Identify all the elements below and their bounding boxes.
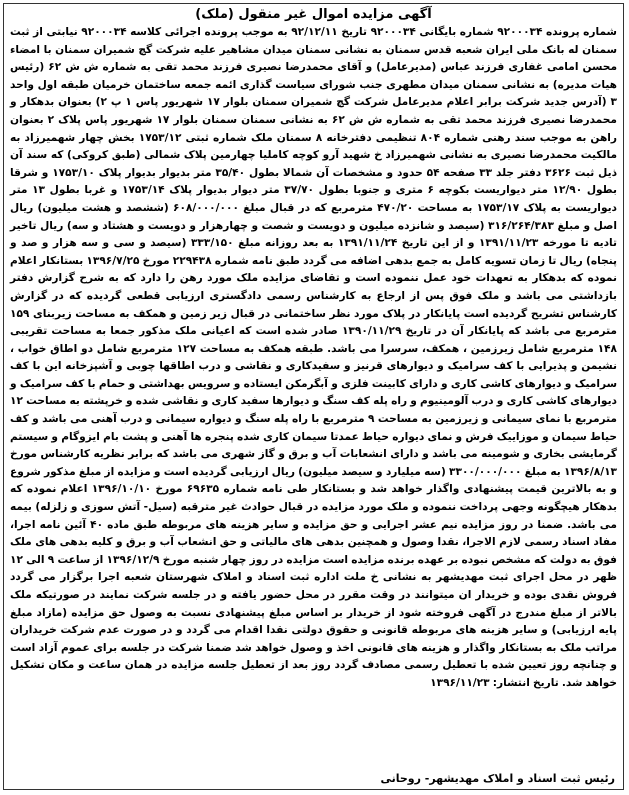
auction-notice <box>3 3 624 790</box>
notice-body: شماره پرونده ۹۲۰۰۰۳۴ شماره بایگانی ۹۲۰۰۰۳۴ تاریخ ۹۲/۱۲/۱۱ به موجب پرونده اجرائی کلاسه ۹۲۰۰۰۳۴ نیابتی از ثبت سمنان له بانک ملی ایران شعبه قدس سمنان به نشانی سمنان میدان مشاهیر علیه شرکت گچ شمیران سمنان با امضاء محسن امامی غفاری فرزند عباس (مدیرعامل) و آقای محمدرضا نصیری فرزند محمد تقی به شماره ش ش ۶۲ (رئیس هیات مدیره) به نشانی سمنان میدان مطهری جنب شورای سیاست گذاری ائمه جمعه ساختمان خرمیان طبقه اول واحد ۳ (آدرس جدید شرکت برابر اعلام مدیرعامل شرکت گچ شمیران سمنان بلوار ۱۷ شهریور پاس ۱ پ ۲) بعنوان بدهکار و محمدرضا نصیری فرزند محمد تقی به شماره ش ش ۶۲ به نشانی سمنان سمنان بلوار ۱۷ شهریور پاس پلاک ۲ بعنوان راهن به موجب سند رهنی شماره ۸۰۴ تنظیمی دفترخانه ۸ سمنان ملک شماره ثبتی ۱۷۵۳/۱۲ بخش چهار شهمیرزاد به مالکیت محمدرضا نصیری به نشانی شهمیرزاد خ شهید آرو کوچه کاملیا چهارمین پلاک شمالی (طبق کروکی) که سند آن ذیل ثبت ۳۶۲۶ دفتر جلد ۳۳ صفحه ۵۴ حدود و مشخصات آن شمالا بطول ۳۵/۴۰ متر بدیوار بدیوار پلاک ۱۷۵۳/۱۰ و شرقا بطول ۱۲/۹۰ متر دیواریست بکوچه ۶ متری و جنوبا بطول ۳۷/۷۰ متر دیوار بدیوار پلاک ۱۷۵۳/۱۴ و غربا بطول ۱۳ متر دیواریست به پلاک ۱۷۵۳/۱۷ به مساحت ۴۷۰/۲۰ مترمربع که در قبال مبلغ ۶۰۸/۰۰۰/۰۰۰ (ششصد و هشت میلیون) ریال اصل و مبلغ ۳۱۶/۲۶۴/۳۸۳ (سیصد و شانزده میلیون و دویست و شصت و چهارهزار و دویست و هشتاد و سه) ریال تاخیر تادیه تا مورخه ۱۳۹۱/۱۱/۲۳ و از این تاریخ ۱۳۹۱/۱۱/۲۴ به بعد روزانه مبلغ ۳۳۳/۱۵۰ (سیصد و سی و سه هزار و صد و پنجاه) ریال تا زمان تسویه کامل به جمع بدهی اضافه می گردد طبق نامه شماره ۲۲۹۴۳۸ مورخ ۱۳۹۶/۷/۲۵ بستانکار اعلام نموده که بدهکار به تعهدات خود عمل ننموده است و تقاضای مزایده ملک مورد رهن را دارد که به شرح گزارش دفتر بازداشتی می باشد و ملک فوق پس از ارجاع به کارشناس رسمی دادگستری ارزیابی قطعی گردیده که در گزارش کارشناس تشریح گردیده است پایانکار در پلاک مورد نظر ساختمانی در قبال زیر زمین و همکف به مساحت زیربنای ۱۵۹ مترمربع می باشد که پایانکار آن در تاریخ ۱۳۹۰/۱۱/۲۹ صادر شده است که اعیانی ملک مذکور جمعا به مساحت تقریبی ۱۴۸ مترمربع شامل زیرزمین ، همکف، سرسرا می باشد. طبقه همکف به مساحت ۱۲۷ مترمربع شامل دو اطاق خواب ، نشیمن و پذیرایی با کف سرامیک و دیوارهای قرنیز و سفیدکاری و نقاشی و درب اطاقها چوبی و آشپزخانه این با کف سرامیک و دیوارهای کاشی کاری و دارای کابینت فلزی و آبگرمکن ایستاده و سرویس بهداشتی و حمام با کف سرامیک و دیوارهای کاشی کاری و درب آلومینیوم و راه پله کف سنگ و دیوارها سفید کاری و نقاشی شده و خرپشته به مساحت ۱۲ مترمربع با نمای سیمانی و زیرزمین به مساحت ۹ مترمربع با راه پله سنگ و دیواره سیمانی و درب آهنی می باشد و کف حیاط سیمان و موزاییک فرش و نمای دیواره حیاط عمدتا سیمان کاری شده پنجره ها آهنی و پشت بام ایزوگام و سیستم گرمایشی بخاری و شومینه می باشد و دارای انشعابات آب و برق و گاز شهری می باشد که برابر نظریه کارشناس مورخ ۱۳۹۶/۸/۱۳ به مبلغ ۳۳۰۰/۰۰۰/۰۰۰ (سه میلیارد و سیصد میلیون) ریال ارزیابی گردیده است و مزایده از مبلغ مذکور شروع و به بالاترین قیمت پیشنهادی واگذار خواهد شد و بستانکار طی نامه شماره ۶۹۶۳۵ مورخ ۱۳۹۶/۱۰/۱۰ اعلام نموده که بدهکار هیچگونه وجهی پرداخت ننموده و ملک مورد مزایده در قبال حوادث غیر مترقبه (سیل- آتش سوزی و زلزله) بیمه می باشد. ضمنا در روز مزایده نیم عشر اجرایی و حق مزایده و سایر هزینه های مربوطه طبق ماده ۴۰ آئین نامه اجرا، مفاد اسناد رسمی لازم الاجرا، نقدا وصول و همچنین بدهی های مالیاتی و حق انشعاب آب و برق و کلیه بدهی های ملک فوق به دولت که مشخص نبوده بر عهده برنده مزایده است مزایده در روز چهار شنبه مورخ ۱۳۹۶/۱۲/۹ از ساعت ۹ الی ۱۲ ظهر در محل اجرای ثبت مهدیشهر به نشانی خ ملت اداره ثبت اسناد و املاک شهرستان شعبه اجرا برگزار می گردد فروش نقدی بوده و خریدار ان میتوانند در وقت مقرر در محل حضور یافته و در جلسه شرکت نمایند در صورتیکه ملک بالاتر از مبلغ مندرج در آگهی فروخته شود از خریدار بر اساس مبلغ پیشنهادی نسبت به وصول حق مزایده (مازاد مبلغ پایه ارزیابی) و سایر هزینه های مربوطه قانونی و حقوق دولتی نقدا اقدام می گردد و در صورت عدم شرکت خریداران مراتب ملک به بستانکار واگذار و هزینه های قانونی اخذ و وصول خواهد شد ضمنا شرکت در جلسه برای عموم آزاد است و چنانچه روز تعیین شده با تعطیل رسمی مصادف گردد روز بعد از تعطیل جلسه مزایده در همان ساعت و مکان تشکیل خواهد شد. تاریخ انتشار: ۱۳۹۶/۱۱/۲۳ <box>10 26 618 689</box>
notice-title: آگهی مزایده اموال غیر منقول (ملک) <box>195 7 432 22</box>
notice-signature: رئیس ثبت اسناد و املاک مهدیشهر- روحانی <box>380 772 615 785</box>
